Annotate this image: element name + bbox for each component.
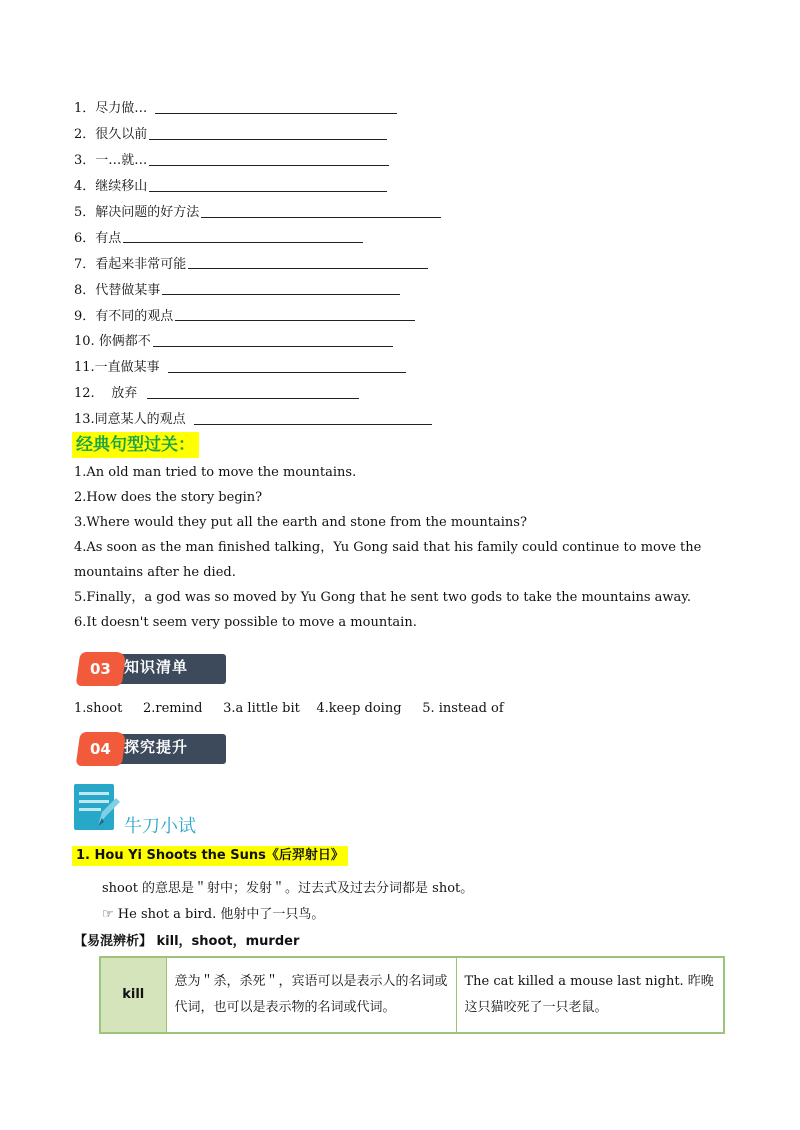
phrase-label: 1．尽力做… <box>74 101 148 117</box>
sentence-item: 4.As soon as the man finished talking，Yu Gong said that his family could continue to move the mountains after he died. <box>74 540 702 580</box>
phrase-label: 6．有点 <box>74 230 122 246</box>
phrase-label: 10. 你俩都不 <box>74 334 151 350</box>
answer-blank[interactable] <box>201 204 441 218</box>
table-definition-cell: 意为＂杀，杀死＂，宾语可以是表示人的名词或代词，也可以是表示物的名词或代词。 <box>166 957 456 1033</box>
answer-blank[interactable] <box>123 229 363 243</box>
story-title: 1. Hou Yi Shoots the Suns《后羿射日》 <box>72 846 348 866</box>
phrase-row <box>74 405 754 431</box>
sentence-item: 2.How does the story begin? <box>74 490 263 505</box>
banner-number: 04 <box>90 740 111 758</box>
table-example-cell: The cat killed a mouse last night. 昨晚这只猫咬死了一只老鼠。 <box>456 957 724 1033</box>
table-row <box>100 957 724 1033</box>
phrase-row <box>74 146 754 172</box>
phrase-label: 3．一…就… <box>74 153 148 169</box>
answer-blank[interactable] <box>188 255 428 269</box>
phrase-row <box>74 120 754 146</box>
phrase-row <box>74 198 754 224</box>
phrase-label: 5．解决问题的好方法 <box>74 205 200 220</box>
table-word-cell: kill <box>100 957 166 1033</box>
comparison-table <box>99 956 725 1034</box>
answer-blank[interactable] <box>162 281 400 295</box>
example-sentence: ☞ He shot a bird. 他射中了一只鸟。 <box>102 907 325 922</box>
phrase-list <box>74 94 754 431</box>
phrase-label: 9．有不同的观点 <box>74 308 174 324</box>
section-banner-04 <box>76 732 226 766</box>
phrase-label: 12. 放弃 <box>74 386 142 402</box>
answer-blank[interactable] <box>149 126 387 140</box>
phrase-label: 7．看起来非常可能 <box>74 256 187 272</box>
answer-blank[interactable] <box>194 411 432 425</box>
phrase-row <box>74 353 754 379</box>
practice-title: 牛刀小试 <box>124 816 196 837</box>
phrase-row <box>74 94 754 120</box>
phrase-row <box>74 275 754 301</box>
sentence-item: 6.It doesn't seem very possible to move a mountain. <box>74 615 417 630</box>
section-banner-03 <box>76 652 226 686</box>
phrase-label: 2．很久以前 <box>74 127 148 143</box>
phrase-row <box>74 379 754 405</box>
word-meaning: shoot 的意思是＂射中；发射＂。过去式及过去分词都是 shot。 <box>102 881 474 896</box>
answer-blank[interactable] <box>175 307 415 321</box>
phrase-label: 11.一直做某事 <box>74 360 160 376</box>
phrase-label: 8．代替做某事 <box>74 282 161 298</box>
sentence-item: 5.Finally，a god was so moved by Yu Gong that he sent two gods to take the mountains away. <box>74 590 692 605</box>
answer-blank[interactable] <box>147 385 359 399</box>
answer-blank[interactable] <box>149 152 389 166</box>
answer-blank[interactable] <box>149 178 387 192</box>
sentence-item: 1.An old man tried to move the mountains. <box>74 465 357 480</box>
confusion-heading: 【易混辨析】 kill，shoot，murder <box>74 934 300 949</box>
phrase-row <box>74 223 754 249</box>
sentence-item: 3.Where would they put all the earth and stone from the mountains? <box>74 515 527 530</box>
phrase-row <box>74 301 754 327</box>
banner-label: 探究提升 <box>124 738 189 756</box>
answer-blank[interactable] <box>168 359 406 373</box>
sentence-list <box>74 460 734 635</box>
phrase-label: 13.同意某人的观点 <box>74 412 186 428</box>
banner-label: 知识清单 <box>124 658 189 676</box>
notepad-pencil-icon <box>74 782 120 832</box>
phrase-row <box>74 172 754 198</box>
phrase-row <box>74 249 754 275</box>
answer-blank[interactable] <box>155 100 397 114</box>
phrase-row <box>74 327 754 353</box>
phrase-label: 4．继续移山 <box>74 179 148 195</box>
answer-blank[interactable] <box>153 333 393 347</box>
vocab-list: 1.shoot 2.remind 3.a little bit 4.keep doing 5. instead of <box>74 701 504 716</box>
section-title-sentences: 经典句型过关： <box>72 432 199 458</box>
banner-number: 03 <box>90 660 111 678</box>
